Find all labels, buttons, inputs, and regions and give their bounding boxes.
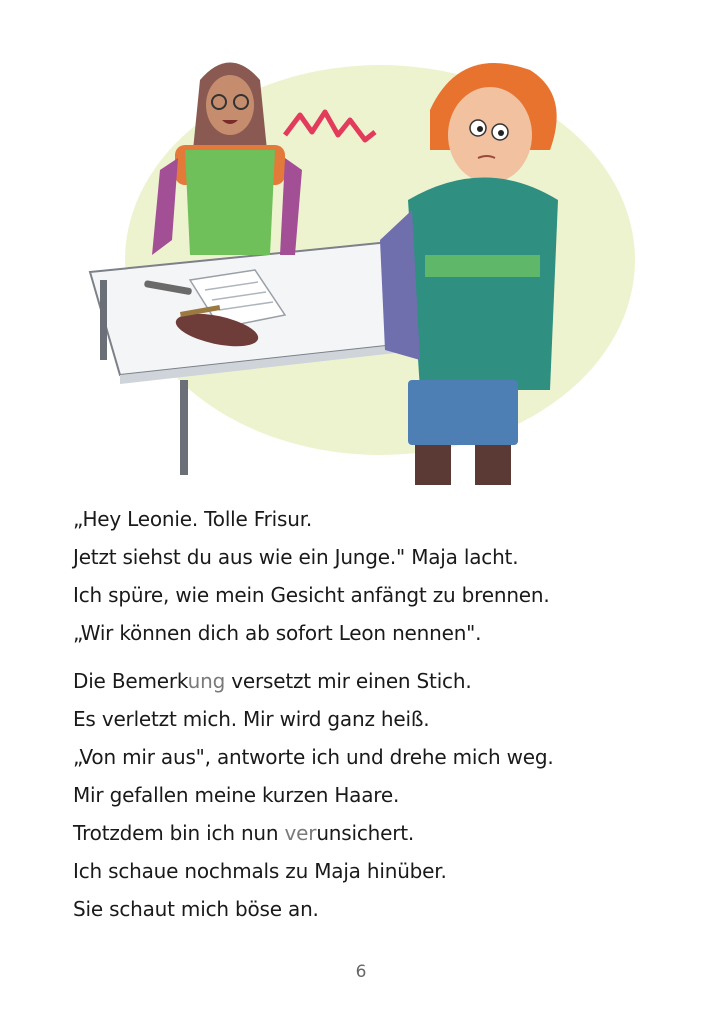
- text-segment: Die Bemerk: [73, 669, 188, 693]
- story-illustration: [80, 40, 640, 500]
- illustration-svg: [80, 40, 640, 500]
- text-line: „Hey Leonie. Tolle Frisur.: [73, 507, 313, 531]
- text-line: Es verletzt mich. Mir wird ganz heiß.: [73, 707, 430, 731]
- text-segment: unsichert.: [316, 821, 415, 845]
- text-line: „Wir können dich ab sofort Leon nennen".: [73, 621, 482, 645]
- text-line: [73, 814, 673, 852]
- paragraph-2: [73, 662, 673, 928]
- text-line: Jetzt siehst du aus wie ein Junge." Maja lacht.: [73, 545, 519, 569]
- text-line: Ich spüre, wie mein Gesicht anfängt zu brennen.: [73, 583, 550, 607]
- text-line: Mir gefallen meine kurzen Haare.: [73, 783, 400, 807]
- text-line: [73, 662, 673, 700]
- text-line: Ich schaue nochmals zu Maja hinüber.: [73, 859, 447, 883]
- text-segment: Trotzdem bin ich nun: [73, 821, 285, 845]
- paragraph-1: [73, 500, 673, 652]
- text-line: „Von mir aus", antworte ich und drehe mich weg.: [73, 745, 554, 769]
- highlighted-syllable: ung: [187, 669, 226, 693]
- highlighted-syllable: ver: [284, 821, 317, 845]
- story-text: [73, 500, 673, 928]
- text-line: Sie schaut mich böse an.: [73, 897, 319, 921]
- page-number: 6: [355, 962, 367, 982]
- text-segment: versetzt mir einen Stich.: [225, 669, 472, 693]
